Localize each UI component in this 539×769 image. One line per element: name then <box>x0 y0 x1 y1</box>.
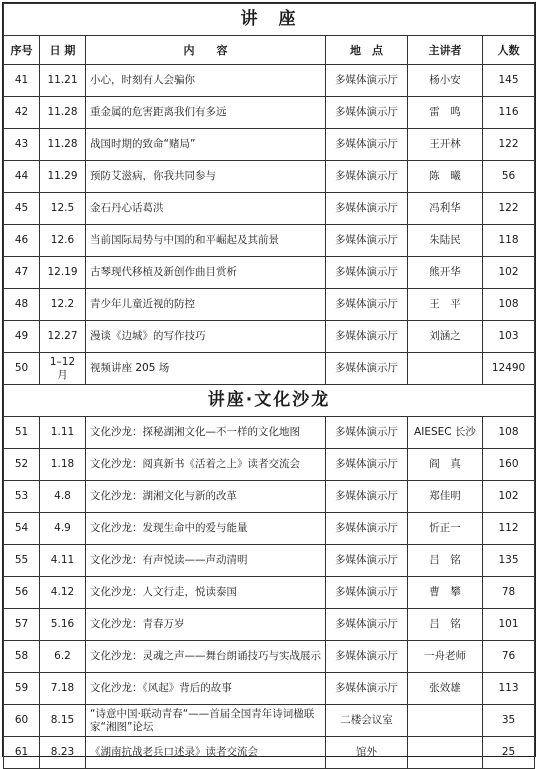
row-content: 《湖南抗战老兵口述录》读者交流会 <box>86 737 326 769</box>
row-date: 4.12 <box>40 577 86 609</box>
row-content: 当前国际局势与中国的和平崛起及其前景 <box>86 225 326 257</box>
row-place: 多媒体演示厅 <box>326 97 408 129</box>
row-number: 45 <box>4 193 40 225</box>
row-count: 102 <box>483 481 535 513</box>
table-row <box>4 353 535 385</box>
row-place: 多媒体演示厅 <box>326 193 408 225</box>
row-date: 5.16 <box>40 609 86 641</box>
section-title-salon: 讲座·文化沙龙 <box>4 385 535 417</box>
row-date: 8.23 <box>40 737 86 769</box>
table-row <box>4 225 535 257</box>
row-speaker: 王开林 <box>408 129 483 161</box>
row-number: 59 <box>4 673 40 705</box>
row-number: 47 <box>4 257 40 289</box>
row-place: 多媒体演示厅 <box>326 289 408 321</box>
header-content: 内 容 <box>86 36 326 65</box>
row-number: 44 <box>4 161 40 193</box>
row-number: 41 <box>4 65 40 97</box>
row-speaker: 一舟老师 <box>408 641 483 673</box>
row-date: 11.28 <box>40 97 86 129</box>
row-count: 113 <box>483 673 535 705</box>
row-place: 多媒体演示厅 <box>326 257 408 289</box>
row-speaker: AIESEC 长沙 <box>408 417 483 449</box>
lecture-rows <box>4 65 535 385</box>
table-row <box>4 321 535 353</box>
row-speaker: 冯利华 <box>408 193 483 225</box>
row-content: 视频讲座 205 场 <box>86 353 326 385</box>
table-row <box>4 705 535 737</box>
table-row <box>4 129 535 161</box>
row-date: 11.29 <box>40 161 86 193</box>
row-date: 4.8 <box>40 481 86 513</box>
row-place: 多媒体演示厅 <box>326 577 408 609</box>
row-date: 8.15 <box>40 705 86 737</box>
row-content: 文化沙龙：有声悦读——声动清明 <box>86 545 326 577</box>
row-place: 多媒体演示厅 <box>326 481 408 513</box>
table-header-row <box>4 36 535 65</box>
row-place: 多媒体演示厅 <box>326 513 408 545</box>
row-date: 12.5 <box>40 193 86 225</box>
row-count: 122 <box>483 129 535 161</box>
row-number: 48 <box>4 289 40 321</box>
row-number: 50 <box>4 353 40 385</box>
row-speaker: 阎 真 <box>408 449 483 481</box>
row-place: 多媒体演示厅 <box>326 417 408 449</box>
header-place: 地 点 <box>326 36 408 65</box>
row-place: 多媒体演示厅 <box>326 545 408 577</box>
table-row <box>4 481 535 513</box>
row-speaker: 王 平 <box>408 289 483 321</box>
row-number: 42 <box>4 97 40 129</box>
row-count: 103 <box>483 321 535 353</box>
row-count: 108 <box>483 417 535 449</box>
row-number: 53 <box>4 481 40 513</box>
row-speaker: 忻正一 <box>408 513 483 545</box>
row-speaker: 熊开华 <box>408 257 483 289</box>
row-place: 多媒体演示厅 <box>326 225 408 257</box>
row-number: 58 <box>4 641 40 673</box>
header-count: 人数 <box>483 36 535 65</box>
row-speaker <box>408 353 483 385</box>
row-place: 多媒体演示厅 <box>326 673 408 705</box>
row-number: 52 <box>4 449 40 481</box>
row-date: 12.2 <box>40 289 86 321</box>
row-date: 12.27 <box>40 321 86 353</box>
row-count: 112 <box>483 513 535 545</box>
row-content: 金石丹心话葛洪 <box>86 193 326 225</box>
row-content: 文化沙龙：湖湘文化与新的改革 <box>86 481 326 513</box>
row-place: 馆外 <box>326 737 408 769</box>
row-count: 102 <box>483 257 535 289</box>
row-content: “诗意中国·联动青春“——首届全国青年诗词楹联家“湘图”论坛 <box>86 705 326 737</box>
row-date: 1.11 <box>40 417 86 449</box>
row-speaker <box>408 705 483 737</box>
row-place: 多媒体演示厅 <box>326 65 408 97</box>
table-row <box>4 97 535 129</box>
table-row <box>4 289 535 321</box>
row-date: 11.28 <box>40 129 86 161</box>
row-place: 多媒体演示厅 <box>326 129 408 161</box>
row-number: 57 <box>4 609 40 641</box>
table-row <box>4 65 535 97</box>
table-row <box>4 257 535 289</box>
row-content: 古琴现代移植及新创作曲目赏析 <box>86 257 326 289</box>
row-content: 文化沙龙：探秘湖湘文化—不一样的文化地图 <box>86 417 326 449</box>
row-count: 108 <box>483 289 535 321</box>
row-count: 56 <box>483 161 535 193</box>
table-row <box>4 545 535 577</box>
header-speaker: 主讲者 <box>408 36 483 65</box>
row-place: 多媒体演示厅 <box>326 609 408 641</box>
table-row <box>4 673 535 705</box>
table-row <box>4 737 535 769</box>
row-number: 43 <box>4 129 40 161</box>
row-speaker: 杨小安 <box>408 65 483 97</box>
row-speaker: 张效雄 <box>408 673 483 705</box>
row-date: 4.9 <box>40 513 86 545</box>
row-place: 多媒体演示厅 <box>326 161 408 193</box>
row-count: 135 <box>483 545 535 577</box>
row-speaker: 雷 鸣 <box>408 97 483 129</box>
row-content: 预防艾滋病，你我共同参与 <box>86 161 326 193</box>
row-content: 重金属的危害距离我们有多远 <box>86 97 326 129</box>
row-content: 青少年儿童近视的防控 <box>86 289 326 321</box>
table-row <box>4 609 535 641</box>
row-content: 文化沙龙：灵魂之声——舞台朗诵技巧与实战展示 <box>86 641 326 673</box>
table-row <box>4 577 535 609</box>
row-count: 116 <box>483 97 535 129</box>
row-date: 11.21 <box>40 65 86 97</box>
row-place: 二楼会议室 <box>326 705 408 737</box>
row-content: 文化沙龙：《风起》背后的故事 <box>86 673 326 705</box>
row-content: 文化沙龙：发现生命中的爱与能量 <box>86 513 326 545</box>
row-count: 118 <box>483 225 535 257</box>
row-place: 多媒体演示厅 <box>326 449 408 481</box>
row-content: 文化沙龙：人文行走，悦读泰国 <box>86 577 326 609</box>
row-speaker: 吕 铭 <box>408 609 483 641</box>
row-date: 1.18 <box>40 449 86 481</box>
table-row <box>4 641 535 673</box>
row-speaker: 陈 曦 <box>408 161 483 193</box>
row-count: 160 <box>483 449 535 481</box>
row-content: 文化沙龙：青春万岁 <box>86 609 326 641</box>
row-speaker: 郑佳明 <box>408 481 483 513</box>
row-count: 122 <box>483 193 535 225</box>
row-number: 54 <box>4 513 40 545</box>
table-row <box>4 417 535 449</box>
row-count: 76 <box>483 641 535 673</box>
row-speaker: 刘涵之 <box>408 321 483 353</box>
table-row <box>4 449 535 481</box>
header-number: 序号 <box>4 36 40 65</box>
row-number: 56 <box>4 577 40 609</box>
row-content: 战国时期的致命“赌局” <box>86 129 326 161</box>
row-date: 6.2 <box>40 641 86 673</box>
row-date: 1–12 月 <box>40 353 86 385</box>
row-number: 61 <box>4 737 40 769</box>
row-count: 101 <box>483 609 535 641</box>
row-place: 多媒体演示厅 <box>326 353 408 385</box>
lecture-record-sheet <box>2 2 536 757</box>
row-count: 78 <box>483 577 535 609</box>
row-number: 49 <box>4 321 40 353</box>
row-count: 12490 <box>483 353 535 385</box>
row-date: 7.18 <box>40 673 86 705</box>
row-place: 多媒体演示厅 <box>326 321 408 353</box>
row-content: 小心，时刻有人会骗你 <box>86 65 326 97</box>
lecture-table <box>3 3 535 769</box>
salon-rows <box>4 417 535 769</box>
table-row <box>4 193 535 225</box>
row-content: 文化沙龙：阅真新书《活着之上》读者交流会 <box>86 449 326 481</box>
row-speaker: 曹 攀 <box>408 577 483 609</box>
row-date: 4.11 <box>40 545 86 577</box>
row-date: 12.19 <box>40 257 86 289</box>
table-row <box>4 161 535 193</box>
row-number: 55 <box>4 545 40 577</box>
row-place: 多媒体演示厅 <box>326 641 408 673</box>
row-content: 漫谈《边城》的写作技巧 <box>86 321 326 353</box>
row-count: 35 <box>483 705 535 737</box>
header-date: 日 期 <box>40 36 86 65</box>
row-number: 51 <box>4 417 40 449</box>
row-count: 145 <box>483 65 535 97</box>
row-speaker: 朱陆民 <box>408 225 483 257</box>
section-title-lectures: 讲 座 <box>4 4 535 36</box>
row-count: 25 <box>483 737 535 769</box>
row-number: 46 <box>4 225 40 257</box>
row-number: 60 <box>4 705 40 737</box>
table-row <box>4 513 535 545</box>
row-speaker <box>408 737 483 769</box>
row-speaker: 吕 铭 <box>408 545 483 577</box>
row-date: 12.6 <box>40 225 86 257</box>
